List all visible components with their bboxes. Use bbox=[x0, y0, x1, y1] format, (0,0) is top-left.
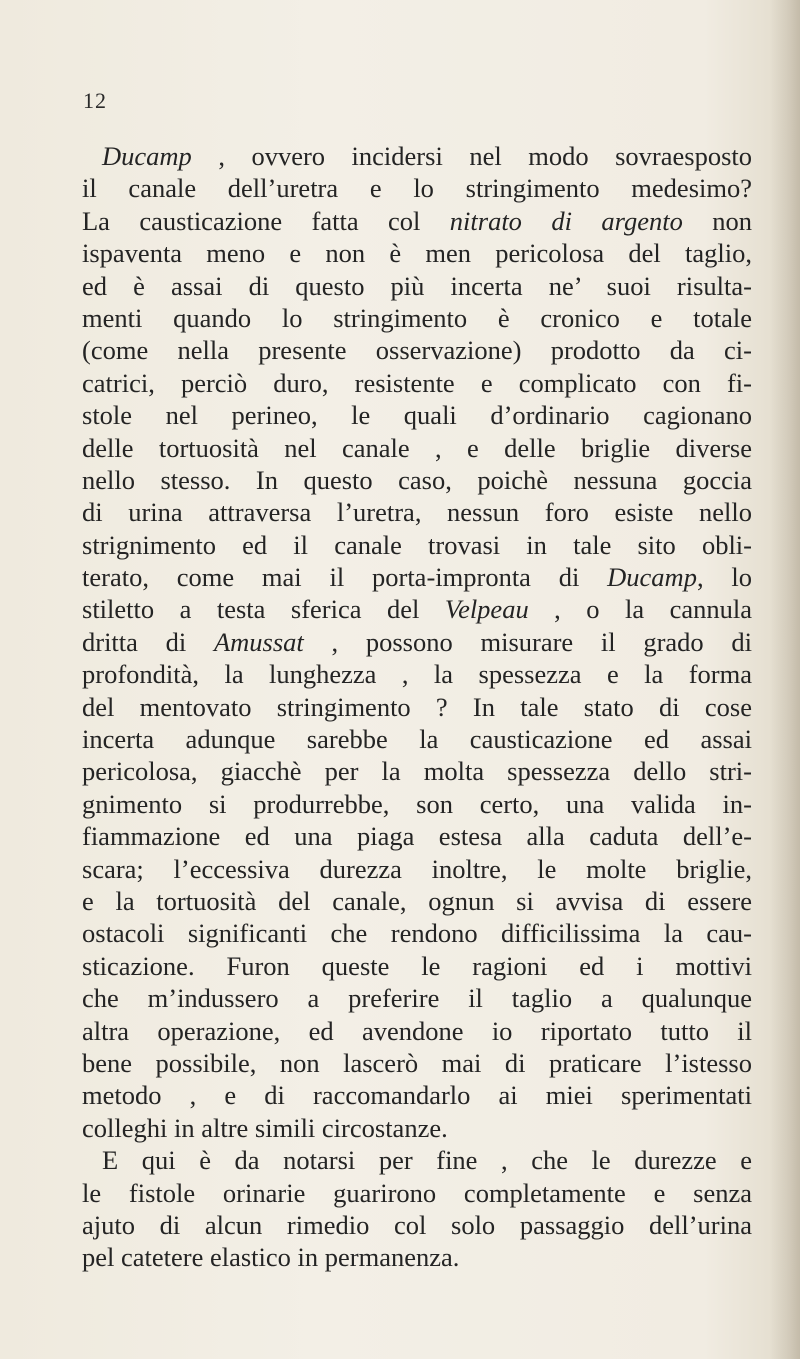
text-run: nello stesso. In questo caso, poichè nessuna goccia bbox=[82, 464, 752, 495]
text-run: e la tortuosità del canale, ognun si avvisa di essere bbox=[82, 885, 752, 916]
text-run: sticazione. Furon queste le ragioni ed i mottivi bbox=[82, 950, 752, 981]
text-run: , possono misurare il grado di bbox=[303, 626, 752, 657]
text-run: il canale dell’uretra e lo stringimento medesimo? bbox=[82, 173, 752, 204]
text-run: non bbox=[682, 205, 753, 236]
text-line bbox=[82, 1015, 752, 1047]
text-line bbox=[82, 788, 752, 820]
text-run: (come nella presente osservazione) prodotto da ci- bbox=[82, 335, 752, 366]
text-run: altra operazione, ed avendone io riportato tutto il bbox=[82, 1015, 752, 1046]
text-line bbox=[82, 1209, 752, 1241]
text-run: strignimento ed il canale trovasi in tale sito obli- bbox=[82, 529, 752, 560]
text-line bbox=[82, 237, 752, 269]
text-run: ed è assai di questo più incerta ne’ suoi risulta- bbox=[82, 270, 752, 301]
text-run: , o la cannula bbox=[528, 594, 752, 625]
text-run: fiammazione ed una piaga estesa alla caduta dell’e- bbox=[82, 821, 752, 852]
italic-text: Velpeau bbox=[444, 594, 529, 625]
text-run: , ovvero incidersi nel modo sovraesposto bbox=[191, 141, 752, 171]
text-line bbox=[82, 1047, 752, 1079]
text-run: E qui è da notarsi per fine , che le durezze e bbox=[102, 1145, 752, 1176]
text-line bbox=[82, 270, 752, 302]
text-line bbox=[82, 496, 752, 528]
text-line bbox=[82, 820, 752, 852]
text-run: stole nel perineo, le quali d’ordinario cagionano bbox=[82, 400, 752, 431]
text-line bbox=[82, 1144, 752, 1176]
text-run: pericolosa, giacchè per la molta spessezza dello stri- bbox=[82, 756, 752, 787]
text-run: profondità, la lunghezza , la spessezza e la forma bbox=[82, 659, 752, 690]
text-run: terato, come mai il porta-impronta di bbox=[82, 562, 608, 593]
italic-text: nitrato di argento bbox=[449, 205, 683, 236]
text-line bbox=[82, 205, 752, 237]
text-run: che m’indussero a preferire il taglio a qualunque bbox=[82, 983, 752, 1014]
text-run: delle tortuosità nel canale , e delle briglie diverse bbox=[82, 432, 752, 463]
text-line bbox=[82, 1112, 752, 1144]
text-line bbox=[82, 885, 752, 917]
text-line bbox=[82, 334, 752, 366]
text-run: La causticazione fatta col bbox=[82, 205, 450, 236]
text-line bbox=[82, 1177, 752, 1209]
text-run: ajuto di alcun rimedio col solo passaggio dell’urina bbox=[82, 1209, 752, 1240]
text-run: dritta di bbox=[82, 626, 214, 657]
text-line bbox=[82, 172, 752, 204]
page-edge-shadow bbox=[770, 0, 800, 1359]
body-text bbox=[82, 140, 752, 1274]
italic-text: Ducamp bbox=[102, 141, 192, 171]
text-line bbox=[82, 853, 752, 885]
text-line bbox=[82, 593, 752, 625]
text-line bbox=[82, 658, 752, 690]
italic-text: Ducamp bbox=[607, 562, 697, 593]
text-run: , lo bbox=[696, 562, 752, 593]
text-line bbox=[82, 626, 752, 658]
text-line bbox=[82, 464, 752, 496]
text-run: del mentovato stringimento ? In tale stato di cose bbox=[82, 691, 752, 722]
text-run: catrici, perciò duro, resistente e complicato con fi- bbox=[82, 367, 752, 398]
text-run: metodo , e di raccomandarlo ai miei sperimentati bbox=[82, 1080, 752, 1111]
text-run: gnimento si produrrebbe, son certo, una valida in- bbox=[82, 788, 752, 819]
text-run: ispaventa meno e non è men pericolosa del taglio, bbox=[82, 238, 752, 269]
text-run: incerta adunque sarebbe la causticazione ed assai bbox=[82, 724, 752, 755]
text-line bbox=[82, 367, 752, 399]
text-run: bene possibile, non lascerò mai di praticare l’istesso bbox=[82, 1047, 752, 1078]
text-run: le fistole orinarie guarirono completamente e senza bbox=[82, 1177, 752, 1208]
italic-text: Amussat bbox=[213, 626, 304, 657]
page-number: 12 bbox=[83, 88, 107, 113]
text-run: colleghi in altre simili circostanze. bbox=[82, 1112, 448, 1143]
text-line bbox=[82, 561, 752, 593]
text-line bbox=[82, 1241, 752, 1273]
text-line bbox=[82, 399, 752, 431]
text-run: pel catetere elastico in permanenza. bbox=[82, 1242, 460, 1273]
text-line bbox=[82, 432, 752, 464]
text-line bbox=[82, 982, 752, 1014]
text-line bbox=[82, 755, 752, 787]
text-line bbox=[82, 691, 752, 723]
text-line bbox=[82, 723, 752, 755]
text-run: ostacoli significanti che rendono difficilissima la cau- bbox=[82, 918, 752, 949]
text-run: di urina attraversa l’uretra, nessun foro esiste nello bbox=[82, 497, 752, 528]
text-line bbox=[82, 1079, 752, 1111]
text-line bbox=[82, 140, 752, 172]
text-line bbox=[82, 950, 752, 982]
text-line bbox=[82, 529, 752, 561]
text-run: scara; l’eccessiva durezza inoltre, le molte briglie, bbox=[82, 853, 752, 884]
text-line bbox=[82, 302, 752, 334]
text-line bbox=[82, 917, 752, 949]
text-run: stiletto a testa sferica del bbox=[82, 594, 445, 625]
text-run: menti quando lo stringimento è cronico e totale bbox=[82, 302, 752, 333]
